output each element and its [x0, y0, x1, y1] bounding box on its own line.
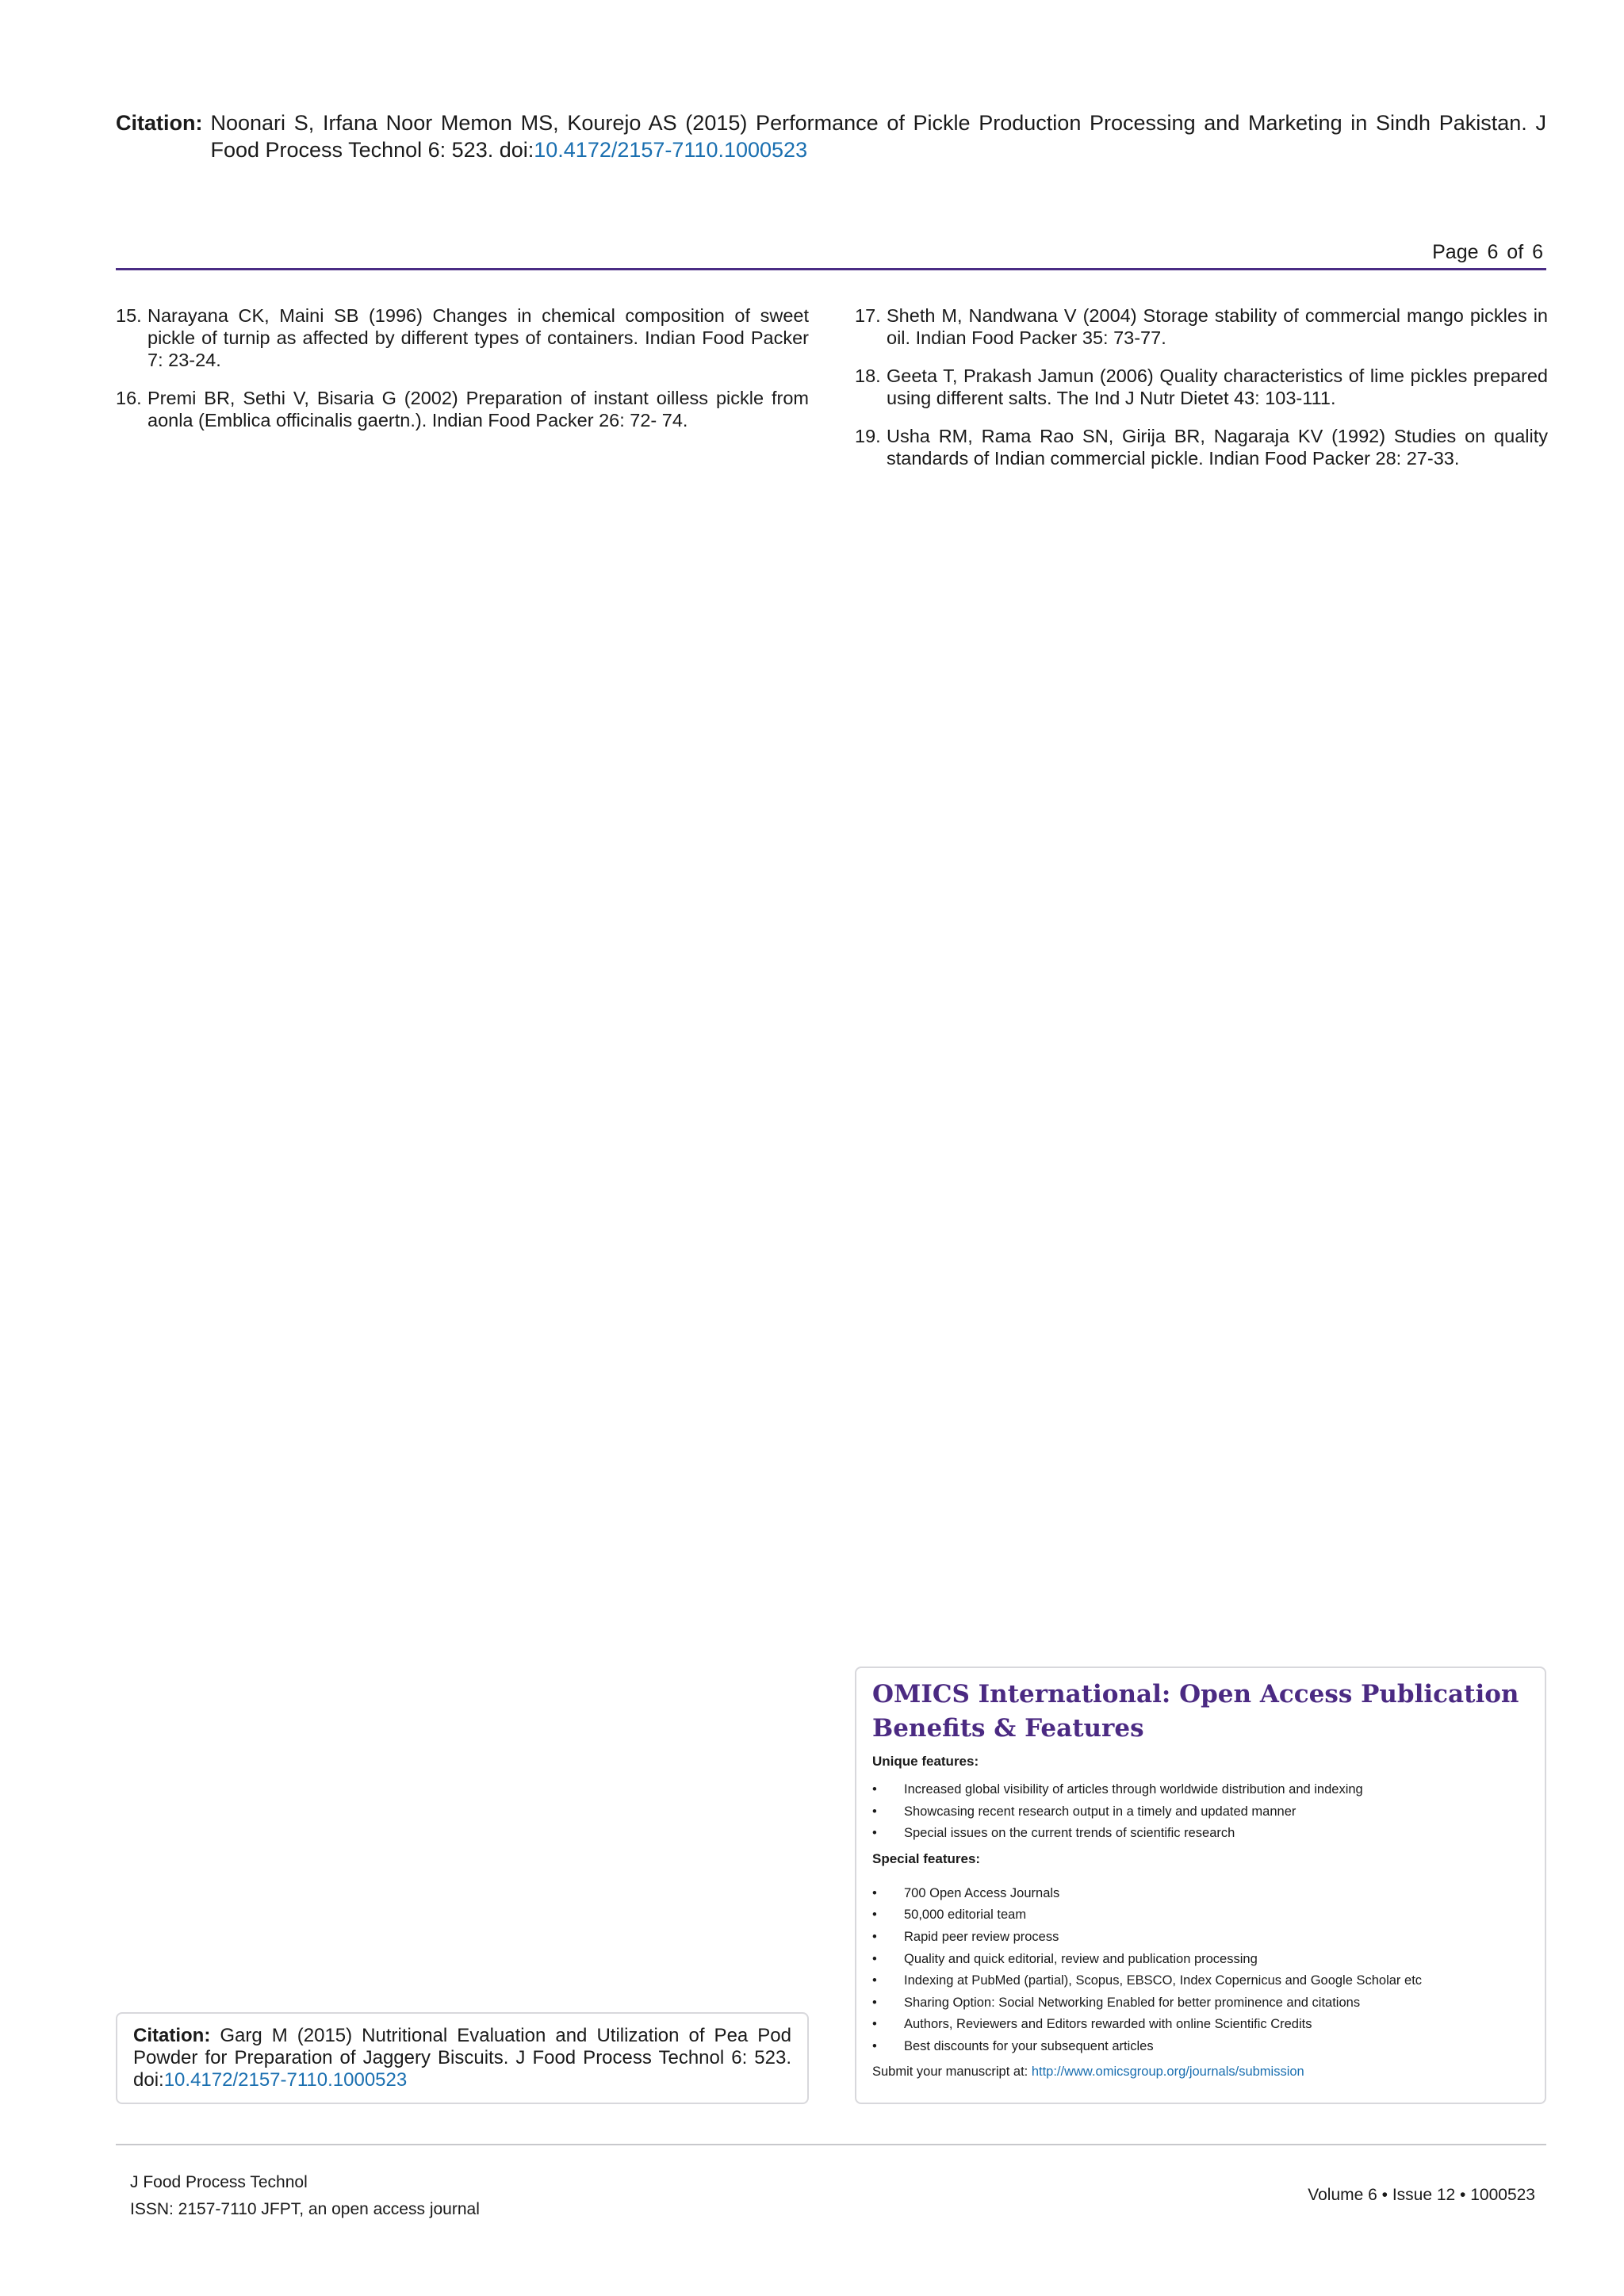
- submit-label: Submit your manuscript at:: [872, 2064, 1032, 2079]
- header-divider: [116, 268, 1546, 270]
- submit-link[interactable]: http://www.omicsgroup.org/journals/submission: [1031, 2064, 1304, 2079]
- submit-line: [872, 2064, 1530, 2080]
- bottom-citation-box: [116, 2012, 809, 2104]
- citation-label: Citation:: [116, 111, 203, 135]
- reference-number: 18.: [855, 365, 881, 386]
- list-item-text: Sharing Option: Social Networking Enabled for better prominence and citations: [904, 1995, 1361, 2010]
- list-item: [872, 2036, 1530, 2058]
- list-item: [872, 1970, 1530, 1992]
- list-item-text: 700 Open Access Journals: [904, 1885, 1060, 1900]
- list-item-text: Increased global visibility of articles through worldwide distribution and indexing: [904, 1782, 1363, 1797]
- list-item-text: Indexing at PubMed (partial), Scopus, EBSCO, Index Copernicus and Google Scholar etc: [904, 1973, 1423, 1988]
- bullet-icon: •: [872, 1804, 877, 1819]
- reference-number: 19.: [855, 426, 881, 446]
- bullet-icon: •: [872, 2038, 877, 2053]
- reference-item: [855, 365, 1548, 409]
- list-item: [872, 1949, 1530, 1971]
- bullet-icon: •: [872, 1951, 877, 1966]
- list-item-text: Showcasing recent research output in a timely and updated manner: [904, 1804, 1297, 1819]
- reference-number: 15.: [116, 305, 142, 326]
- reference-text: Geeta T, Prakash Jamun (2006) Quality characteristics of lime pickles prepared using different salts. The Ind J Nutr Dietet 43: 103-111.: [887, 365, 1548, 408]
- reference-item: [116, 387, 809, 431]
- footer-divider: [116, 2144, 1546, 2145]
- list-item-text: Best discounts for your subsequent articles: [904, 2038, 1154, 2053]
- special-features-list: [872, 1883, 1530, 2058]
- list-item-text: Special issues on the current trends of scientific research: [904, 1826, 1235, 1841]
- omics-title: OMICS International: Open Access Publication Benefits & Features: [872, 1680, 1519, 1743]
- bullet-icon: •: [872, 1995, 877, 2010]
- reference-item: [855, 304, 1548, 349]
- bullet-icon: •: [872, 1885, 877, 1900]
- list-item: [872, 1823, 1530, 1845]
- footer-issn: ISSN: 2157-7110 JFPT, an open access journal: [130, 2200, 480, 2218]
- bullet-icon: •: [872, 1826, 877, 1841]
- reference-item: [116, 304, 809, 371]
- citation-text: Garg M (2015) Nutritional Evaluation and Utilization of Pea Pod Powder for Preparation of Jaggery Biscuits. J Food Process Technol 6: 523. doi:: [133, 2025, 791, 2091]
- reference-text: Premi BR, Sethi V, Bisaria G (2002) Preparation of instant oilless pickle from aonla (Emblica officinalis gaertn.). Indian Food Packer 26: 72- 74.: [147, 388, 809, 430]
- list-item-text: Quality and quick editorial, review and publication processing: [904, 1951, 1258, 1966]
- bullet-icon: •: [872, 2017, 877, 2032]
- unique-features-list: [872, 1779, 1530, 1845]
- reference-number: 16.: [116, 388, 142, 408]
- citation-doi-link[interactable]: 10.4172/2157-7110.1000523: [163, 2069, 408, 2091]
- list-item: [872, 1801, 1530, 1823]
- list-item: [872, 1992, 1530, 2015]
- references-left-column: [116, 304, 809, 447]
- bullet-icon: •: [872, 1973, 877, 1988]
- bullet-icon: •: [872, 1929, 877, 1944]
- bullet-icon: •: [872, 1782, 877, 1797]
- citation-doi-link[interactable]: 10.4172/2157-7110.1000523: [534, 138, 808, 162]
- reference-text: Sheth M, Nandwana V (2004) Storage stability of commercial mango pickles in oil. Indian Food Packer 35: 73-77.: [887, 305, 1548, 348]
- page-number: Page 6 of 6: [1432, 241, 1543, 263]
- unique-features-label: Unique features:: [872, 1754, 979, 1769]
- list-item: [872, 1779, 1530, 1801]
- list-item-text: Authors, Reviewers and Editors rewarded with online Scientific Credits: [904, 2017, 1312, 2032]
- reference-text: Usha RM, Rama Rao SN, Girija BR, Nagaraja KV (1992) Studies on quality standards of Indian commercial pickle. Indian Food Packer 28: 27-33.: [887, 426, 1548, 469]
- footer-journal-info: [130, 2169, 480, 2223]
- list-item-text: 50,000 editorial team: [904, 1908, 1027, 1923]
- footer-volume: Volume 6 • Issue 12 • 1000523: [1308, 2186, 1535, 2204]
- reference-number: 17.: [855, 305, 881, 326]
- special-features-label: Special features:: [872, 1850, 981, 1866]
- header-citation: [116, 109, 1546, 163]
- omics-benefits-box: [855, 1667, 1546, 2104]
- list-item: [872, 1927, 1530, 1949]
- list-item-text: Rapid peer review process: [904, 1929, 1059, 1944]
- citation-text: [210, 109, 1546, 163]
- list-item: [872, 2014, 1530, 2036]
- reference-text: Narayana CK, Maini SB (1996) Changes in chemical composition of sweet pickle of turnip as affected by different types of containers. Indian Food Packer 7: 23-24.: [147, 305, 809, 370]
- list-item: [872, 1904, 1530, 1927]
- footer-journal: J Food Process Technol: [130, 2173, 308, 2191]
- bullet-icon: •: [872, 1908, 877, 1923]
- citation-label: Citation:: [133, 2025, 211, 2046]
- references-right-column: [855, 304, 1548, 485]
- reference-item: [855, 425, 1548, 469]
- list-item: [872, 1883, 1530, 1905]
- citation-body: Noonari S, Irfana Noor Memon MS, Kourejo AS (2015) Performance of Pickle Production Processing and Marketing in Sindh Pakistan. J Food Process Technol 6: 523. doi:: [210, 111, 1546, 162]
